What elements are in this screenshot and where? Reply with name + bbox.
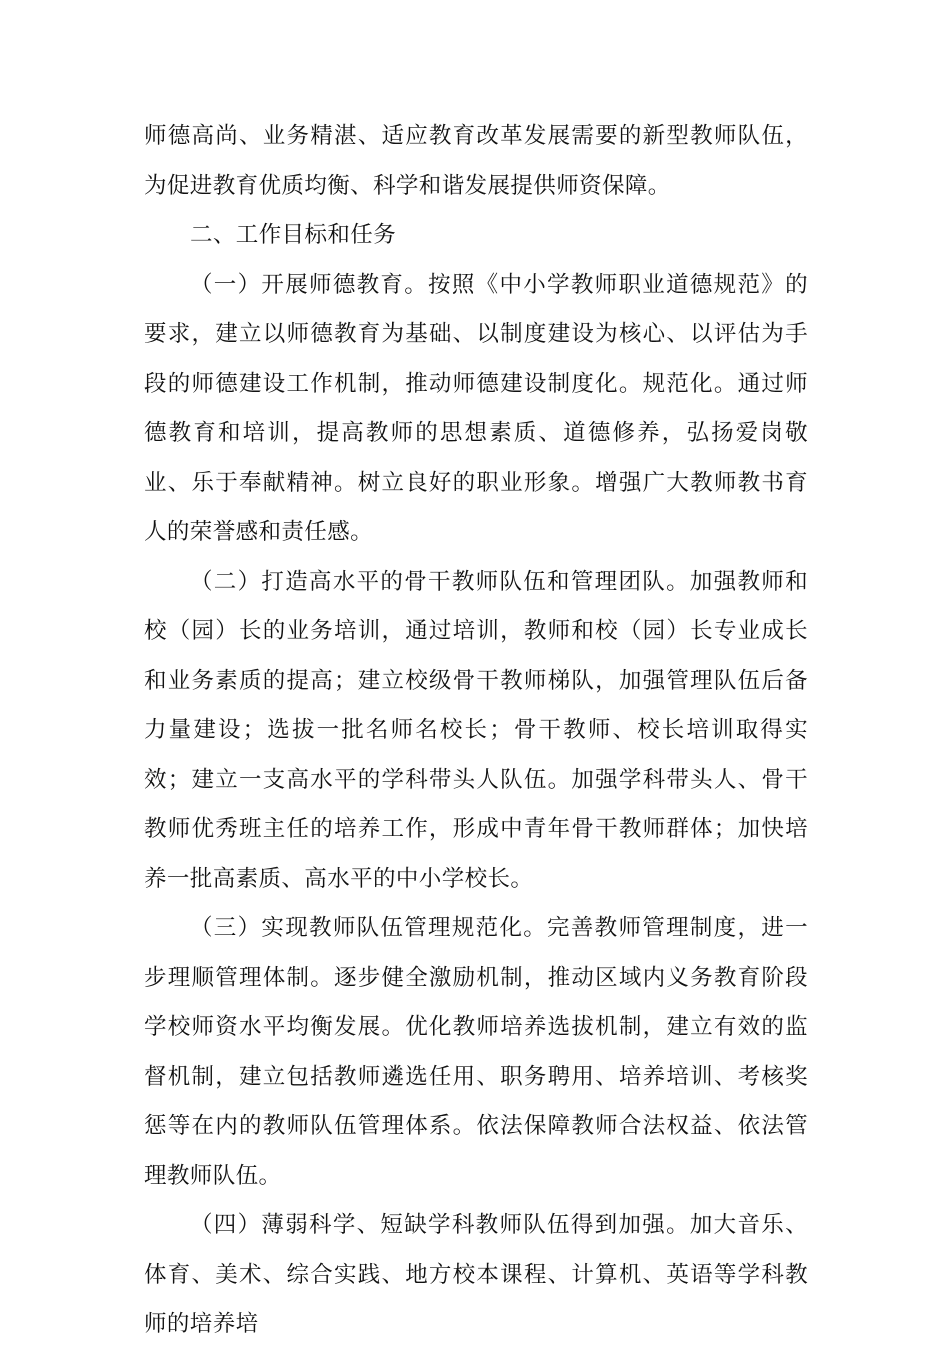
paragraph-item-3: （三）实现教师队伍管理规范化。完善教师管理制度，进一步理顺管理体制。逐步健全激励机制，推动区域内义务教育阶段学校师资水平均衡发展。优化教师培养选拔机制，建立有效的监督机制，建立包括教师遴选任用、职务聘用、培养培训、考核奖惩等在内的教师队伍管理体系。依法保障教师合法权益、依法管理教师队伍。	[144, 915, 808, 1189]
paragraph-item-1: （一）开展师德教育。按照《中小学教师职业道德规范》的要求，建立以师德教育为基础、以制度建设为核心、以评估为手段的师德建设工作机制，推动师德建设制度化。规范化。通过师德教育和培训，提高教师的思想素质、道德修养，弘扬爱岗敬业、乐于奉献精神。树立良好的职业形象。增强广大教师教书育人的荣誉感和责任感。	[144, 271, 808, 545]
paragraph-continuation: 师德高尚、业务精湛、适应教育改革发展需要的新型教师队伍，为促进教育优质均衡、科学和谐发展提供师资保障。	[144, 123, 808, 199]
paragraph-item-2: （二）打造高水平的骨干教师队伍和管理团队。加强教师和校（园）长的业务培训，通过培训，教师和校（园）长专业成长和业务素质的提高；建立校级骨干教师梯队，加强管理队伍后备力量建设；选拔一批名师名校长；骨干教师、校长培训取得实效；建立一支高水平的学科带头人队伍。加强学科带头人、骨干教师优秀班主任的培养工作，形成中青年骨干教师群体；加快培养一批高素质、高水平的中小学校长。	[144, 568, 808, 892]
document-page	[144, 112, 808, 1350]
section-heading: 二、工作目标和任务	[190, 222, 397, 248]
paragraph-item-4: （四）薄弱科学、短缺学科教师队伍得到加强。加大音乐、体育、美术、综合实践、地方校本课程、计算机、英语等学科教师的培养培	[144, 1212, 808, 1337]
